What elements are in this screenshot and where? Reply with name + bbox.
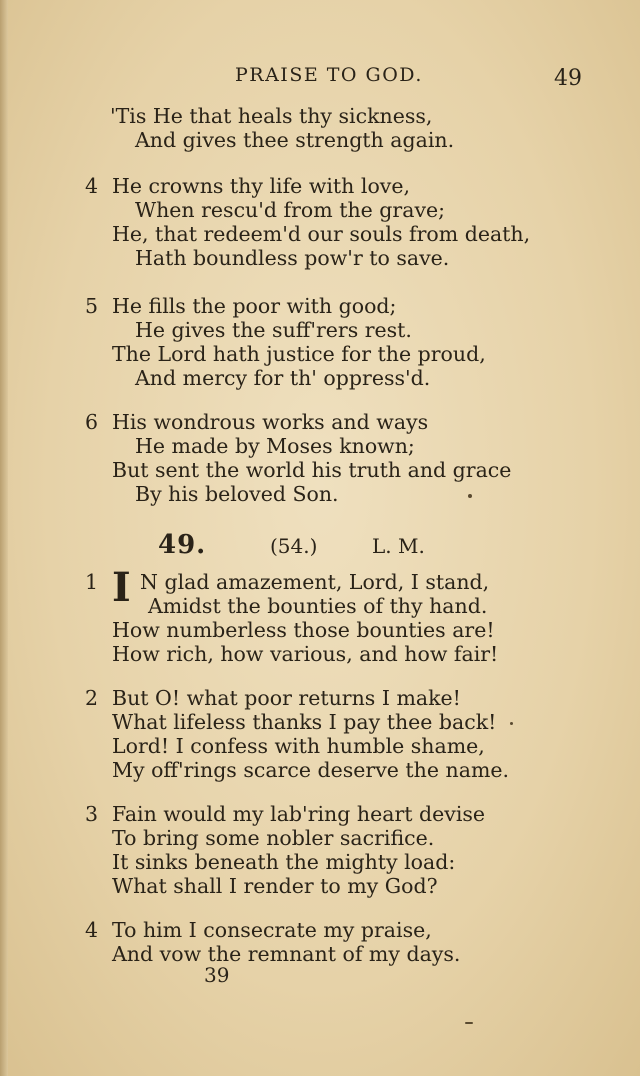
verse-line: Lord! I confess with humble shame, xyxy=(112,734,485,758)
page-header xyxy=(0,62,640,96)
hymn-reference: (54.) xyxy=(270,534,318,558)
stanza-number: 4 xyxy=(85,174,99,198)
verse-line: And mercy for th' oppress'd. xyxy=(135,366,431,390)
verse-line: By his beloved Son. xyxy=(135,482,339,506)
verse-line: He made by Moses known; xyxy=(135,434,415,458)
hymn-meter: L. M. xyxy=(372,534,425,558)
verse-line: But O! what poor returns I make! xyxy=(112,686,461,710)
stanza-number: 3 xyxy=(85,802,99,826)
verse-line: He, that redeem'd our souls from death, xyxy=(112,222,531,246)
stanza-number: 4 xyxy=(85,918,99,942)
verse-line: To bring some nobler sacrifice. xyxy=(112,826,435,850)
verse-line: How numberless those bounties are! xyxy=(112,618,495,642)
verse-line: Hath boundless pow'r to save. xyxy=(135,246,450,270)
drop-cap: I xyxy=(112,564,131,611)
verse-line: The Lord hath justice for the proud, xyxy=(112,342,486,366)
verse-line: It sinks beneath the mighty load: xyxy=(112,850,456,874)
verse-line: Fain would my lab'ring heart devise xyxy=(112,802,486,826)
stanza-number: 1 xyxy=(85,570,99,594)
stanza-number: 2 xyxy=(85,686,99,710)
verse-line: His wondrous works and ways xyxy=(112,410,429,434)
verse-line: He crowns thy life with love, xyxy=(112,174,411,198)
verse-line: 'Tis He that heals thy sickness, xyxy=(110,104,433,128)
verse-line: But sent the world his truth and grace xyxy=(112,458,512,482)
verse-line: To him I consecrate my praise, xyxy=(112,918,432,942)
signature-mark: 39 xyxy=(204,963,230,987)
verse-line: He fills the poor with good; xyxy=(112,294,397,318)
hymn-heading xyxy=(0,530,640,566)
stanza-number: 5 xyxy=(85,294,99,318)
page-number: 49 xyxy=(554,66,582,91)
verse-line: N glad amazement, Lord, I stand, xyxy=(140,570,490,594)
verse-line: What shall I render to my God? xyxy=(112,874,438,898)
running-title: PRAISE TO GOD. xyxy=(235,64,423,86)
stanza-number: 6 xyxy=(85,410,99,434)
verse-line: How rich, how various, and how fair! xyxy=(112,642,499,666)
ink-speck xyxy=(510,722,513,725)
ink-speck xyxy=(468,494,472,498)
verse-line: And gives thee strength again. xyxy=(135,128,455,152)
hymn-number: 49. xyxy=(158,530,207,560)
verse-line: And vow the remnant of my days. xyxy=(112,942,461,966)
verse-line: My off'rings scarce deserve the name. xyxy=(112,758,510,782)
verse-line: He gives the suff'rers rest. xyxy=(135,318,412,342)
ink-speck xyxy=(465,1022,473,1024)
verse-line: When rescu'd from the grave; xyxy=(135,198,446,222)
verse-line: What lifeless thanks I pay thee back! xyxy=(112,710,497,734)
verse-line: Amidst the bounties of thy hand. xyxy=(148,594,488,618)
